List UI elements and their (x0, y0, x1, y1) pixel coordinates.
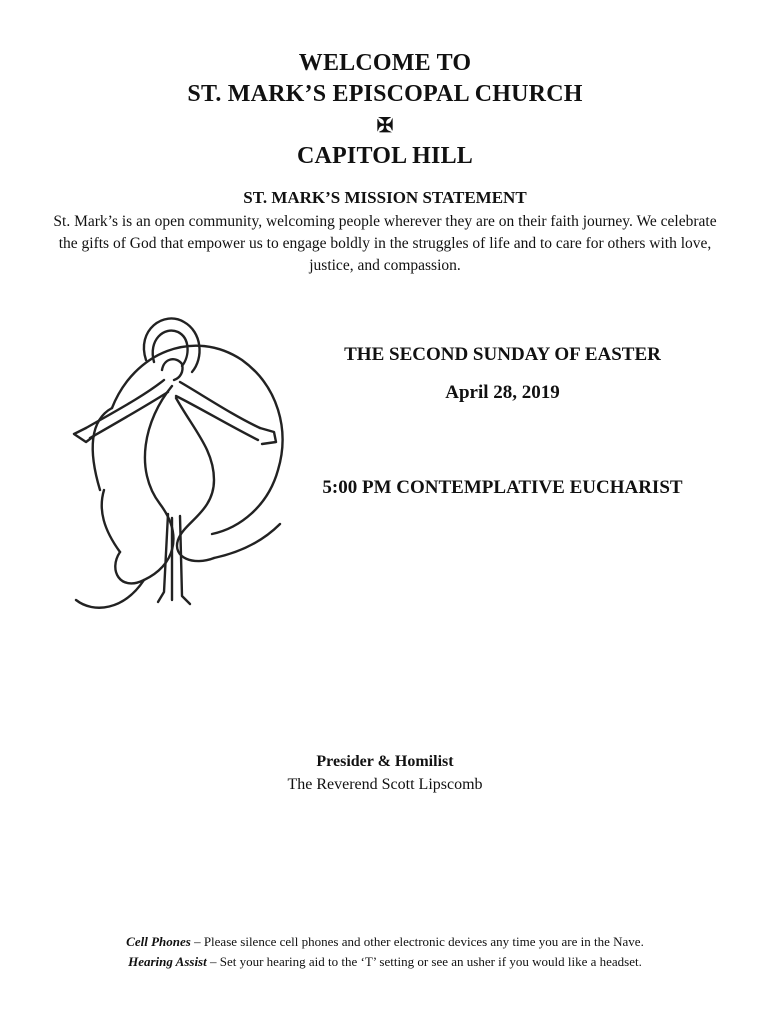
cell-phone-text: – Please silence cell phones and other electronic devices any time you are in the Nave. (190, 934, 644, 949)
mission-statement: St. Mark’s is an open community, welcoming people wherever they are on their faith journey. We celebrate the gifts of God that empower us to engage boldly in the struggles of life and to care for others with love, justice, and compassion. (53, 213, 717, 274)
presider-heading: Presider & Homilist (316, 753, 454, 770)
service-date: April 28, 2019 (445, 382, 560, 403)
mission-heading: ST. MARK’S MISSION STATEMENT (243, 188, 527, 207)
service-time: 5:00 PM CONTEMPLATIVE EUCHARIST (322, 477, 683, 498)
presider-name: The Reverend Scott Lipscomb (287, 776, 483, 793)
cell-phone-note (0, 932, 770, 952)
welcome-line: WELCOME TO (298, 50, 472, 76)
hearing-assist-text: – Set your hearing aid to the ‘T’ setting or see an usher if you would like a headset. (206, 954, 642, 969)
location-name: CAPITOL HILL (296, 143, 473, 169)
hearing-assist-label: Hearing Assist (128, 954, 207, 969)
service-title: THE SECOND SUNDAY OF EASTER (344, 344, 661, 365)
cross-icon: ✠ (376, 115, 394, 137)
cell-phone-label: Cell Phones (126, 934, 191, 949)
church-name: ST. MARK’S EPISCOPAL CHURCH (187, 81, 583, 107)
hearing-assist-note (0, 952, 770, 972)
notes-block (0, 932, 770, 972)
risen-christ-line-drawing-icon (64, 300, 294, 620)
